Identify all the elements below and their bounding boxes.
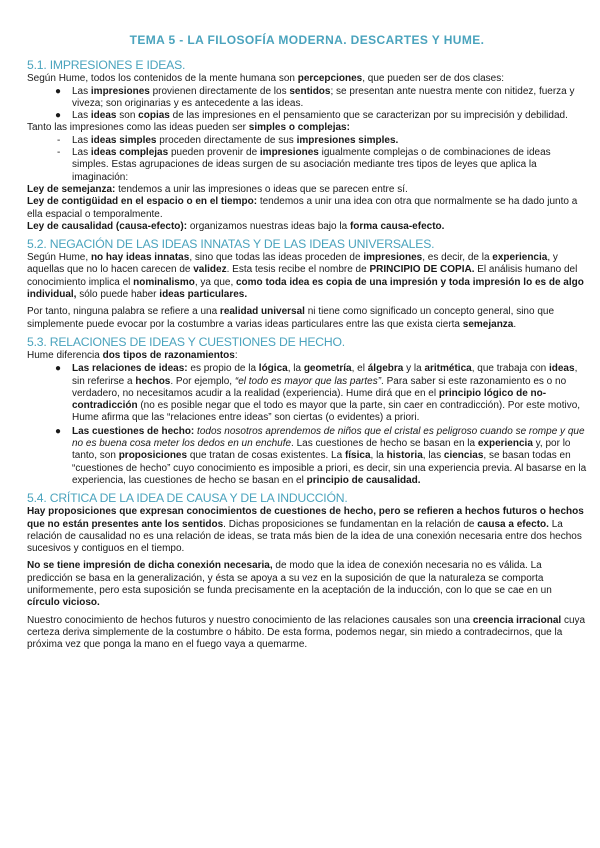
text-run: tendemos a unir las impresiones o ideas que se parecen entre sí. [115,183,408,195]
text-run: , sino que todas las ideas proceden de [189,252,364,264]
text-run: , que trabaja con [471,363,549,375]
bold-text: ideas [548,363,575,375]
list-item [27,135,587,147]
bold-text: aritmética [424,363,472,375]
law-semejanza [27,184,587,196]
text-run: , sin referirse a [72,363,578,387]
text-run: cuya certeza deriva simplemente de la costumbre o hábito. De esta forma, podemos negar, sin miedo a contradecirnos, que la próxima vez que ponga la mano en el fuego vaya a quemarme. [27,614,586,651]
bold-text: ideas particulares. [159,289,248,301]
bold-text: álgebra [367,363,404,375]
bold-text: Ley de contigüidad en el espacio o en el tiempo: [27,196,258,208]
text-run: sólo puede haber [76,289,160,301]
text-run: organizamos nuestras ideas bajo la [187,220,350,232]
paragraph [27,560,587,609]
text-run: ; se presentan ante nuestra mente con nitidez, fuerza y viveza; son originarias y es antecedente a las ideas. [72,85,575,109]
text-run: provienen directamente de los [149,85,290,97]
list-item [27,426,587,487]
text-run: Las [72,110,91,122]
list-item [27,147,587,184]
bold-text: principio lógico de no-contradicción [72,387,547,412]
bold-text: Ley de semejanza: [27,183,116,195]
bold-text: semejanza [462,318,514,330]
text-run: La relación de causalidad no es una relación de ideas, se trata más bien de la idea de una conexión necesaria entre dos hechos sucesivos y contiguos en el tiempo. [27,518,582,555]
text-run: Según Hume, [27,252,91,264]
italic-text: “el todo es mayor que las partes” [234,375,382,387]
text-run: tendemos a unir una idea con otra que normalmente se ha dado junto a ella espacial o temporalmente. [27,196,578,220]
text-run: Las [72,147,91,159]
bold-text: impresiones [363,252,423,264]
italic-text: todos nosotros aprendemos de niños que el cristal es peligroso cuando se rompe y que no es buena cosa meter los dedos en un enchufe [72,425,585,450]
text-run: , ya que, [194,276,236,288]
text-run: de modo que la idea de conexión necesaria no es válida. La predicción se basa en la generalización, y ésta se apoya a su vez en la suposición de que la naturaleza se comporta uniformemente, pero esta suposición se funda precisamente en la aceptación de la inducción, con lo que se cae en un [27,560,552,596]
bullet-icon: ● [55,363,62,375]
section-heading-5-2: 5.2. NEGACIÓN DE LAS IDEAS INNATAS Y DE LAS IDEAS UNIVERSALES. [27,237,435,252]
bold-text: principio de causalidad. [306,474,421,486]
list-item [27,110,587,122]
text-run: , la [287,363,304,375]
paragraph [27,615,587,652]
text-run: , es decir, de la [422,252,493,264]
text-run: . Las cuestiones de hecho se basan en la [291,438,478,450]
section-heading-5-1: 5.1. IMPRESIONES E IDEAS. [27,58,186,73]
bold-text: dos tipos de razonamientos [102,349,235,361]
text-run: Hume diferencia [27,349,103,361]
bold-text: realidad universal [219,306,305,318]
text-run: : [234,349,238,361]
law-contiguidad [27,196,587,221]
text-run: Las [72,85,91,97]
text-run: y, por lo tanto, son [72,438,571,462]
section-heading-5-3: 5.3. RELACIONES DE IDEAS Y CUESTIONES DE HECHO. [27,334,345,349]
bold-text: percepciones [297,73,363,85]
law-causalidad [27,221,587,233]
paragraph [27,122,587,134]
bold-text: lógica [258,363,288,375]
bold-text: Las relaciones de ideas: [72,363,188,375]
bold-text: ideas complejas [90,147,169,159]
text-run: proceden directamente de sus [156,134,297,146]
bold-text: ideas simples [90,134,157,146]
bold-text: proposiciones [118,450,188,462]
bold-text: Ley de causalidad (causa-efecto): [27,220,188,232]
bold-text: experiencia [477,438,533,450]
bold-text: experiencia [492,252,548,264]
text-run: . [513,318,517,330]
bullet-icon: ● [55,110,62,122]
bold-text: creencia irracional [472,614,562,626]
bold-text: hechos [135,375,171,387]
bullet-list [27,363,587,487]
text-run: que tratan de cosas existentes. La [187,450,345,462]
bold-text: círculo vicioso. [27,597,100,609]
bold-text: como toda idea es copia de una impresión y toda impresión lo es de algo individual, [27,276,584,301]
text-run: igualmente complejas o de combinaciones de ideas simples. Estas agrupaciones de ideas surgen de su asociación mediante tres tipos de leyes que aplica la imaginación: [72,147,551,183]
paragraph [27,506,587,555]
text-run: Tanto las impresiones como las ideas pueden ser [27,122,249,134]
bold-text: no hay ideas innatas [90,252,190,264]
text-run: son [116,110,139,122]
bullet-icon: ● [55,85,62,97]
bold-text: nominalismo [133,276,195,288]
bold-text: copias [138,110,170,122]
bold-text: historia [386,450,423,462]
text-run: Nuestro conocimiento de hechos futuros y nuestro conocimiento de las relaciones causales son una [27,614,473,626]
text-run: ni tiene como significado un concepto general, sino que simplemente puede evocar por la costumbre a varias ideas particulares entre las que exista cierta [27,306,555,330]
text-run: Por tanto, ninguna palabra se refiere a una [27,306,220,318]
text-run: de las impresiones en el pensamiento que se caracterizan por su imprecisión y debilidad. [169,110,568,122]
document-title: TEMA 5 - LA FILOSOFÍA MODERNA. DESCARTES Y HUME. [129,33,485,47]
text-run: pueden provenir de [168,147,260,159]
text-run: Según Hume, todos los contenidos de la mente humana son [27,73,298,85]
bold-text: causa a efecto. [477,518,549,530]
document-page [27,0,587,651]
bold-text: geometría [303,363,352,375]
paragraph [27,306,587,331]
list-item [27,86,587,111]
text-run: , la [370,450,387,462]
paragraph [27,73,587,85]
paragraph [27,252,587,301]
bullet-list [27,86,587,123]
text-run: (no es posible negar que el todo es mayor que la parte, sin caer en contradicción). Por este motivo, Hume afirma que las “relaciones entre ideas” son ciertas (o evidentes) a priori. [72,400,581,424]
text-run: , las [422,450,444,462]
dash-list [27,135,587,184]
text-run: . Dichas proposiciones se fundamentan en la relación de [223,518,478,530]
bold-text: Las cuestiones de hecho: [72,425,195,437]
dash-icon: - [57,147,61,159]
section-heading-5-4: 5.4. CRÍTICA DE LA IDEA DE CAUSA Y DE LA INDUCCIÓN. [27,491,348,506]
bold-text: física [344,450,371,462]
text-run: , el [351,363,368,375]
bold-text: No se tiene impresión de dicha conexión necesaria, [27,560,273,572]
bold-text: ideas [90,110,117,122]
paragraph [27,350,587,362]
text-run: . Para saber si este razonamiento es o no verdadero, no necesitamos acudir a la realidad (experiencia). Hume dirá que en el [72,375,567,399]
bold-text: simples o complejas: [248,122,350,134]
bold-text: impresiones [90,85,150,97]
bold-text: sentidos [289,85,331,97]
bold-text: PRINCIPIO DE COPIA. [369,264,475,276]
text-run: El análisis humano del conocimiento implica el [27,264,578,288]
bold-text: ciencias [443,450,484,462]
bold-text: impresiones [259,147,319,159]
text-run: Las [72,134,91,146]
text-run: , que pueden ser de dos clases: [362,73,504,85]
text-run: y la [403,363,425,375]
text-run: . Por ejemplo, [170,375,235,387]
text-run: es propio de la [187,363,259,375]
bold-text: validez [193,264,227,276]
bullet-icon: ● [55,425,62,437]
text-run: . Esta tesis recibe el nombre de [226,264,370,276]
text-run: , se basan todas en “cuestiones de hecho” cuyo conocimiento es imposible a priori, es decir, sin una experiencia previa. Al basarse en la experiencia, las cuestiones de hecho se basan en el [72,450,587,486]
bold-text: impresiones simples. [296,134,399,146]
list-item [27,363,587,424]
dash-icon: - [57,134,61,146]
bold-text: forma causa-efecto. [349,220,445,232]
bold-text: Hay proposiciones que expresan conocimientos de cuestiones de hecho, pero se refieren a hechos futuros o hechos que no están presentes ante los sentidos [27,506,584,530]
text-run: , y aquellas que no lo hacen carecen de [27,252,558,276]
